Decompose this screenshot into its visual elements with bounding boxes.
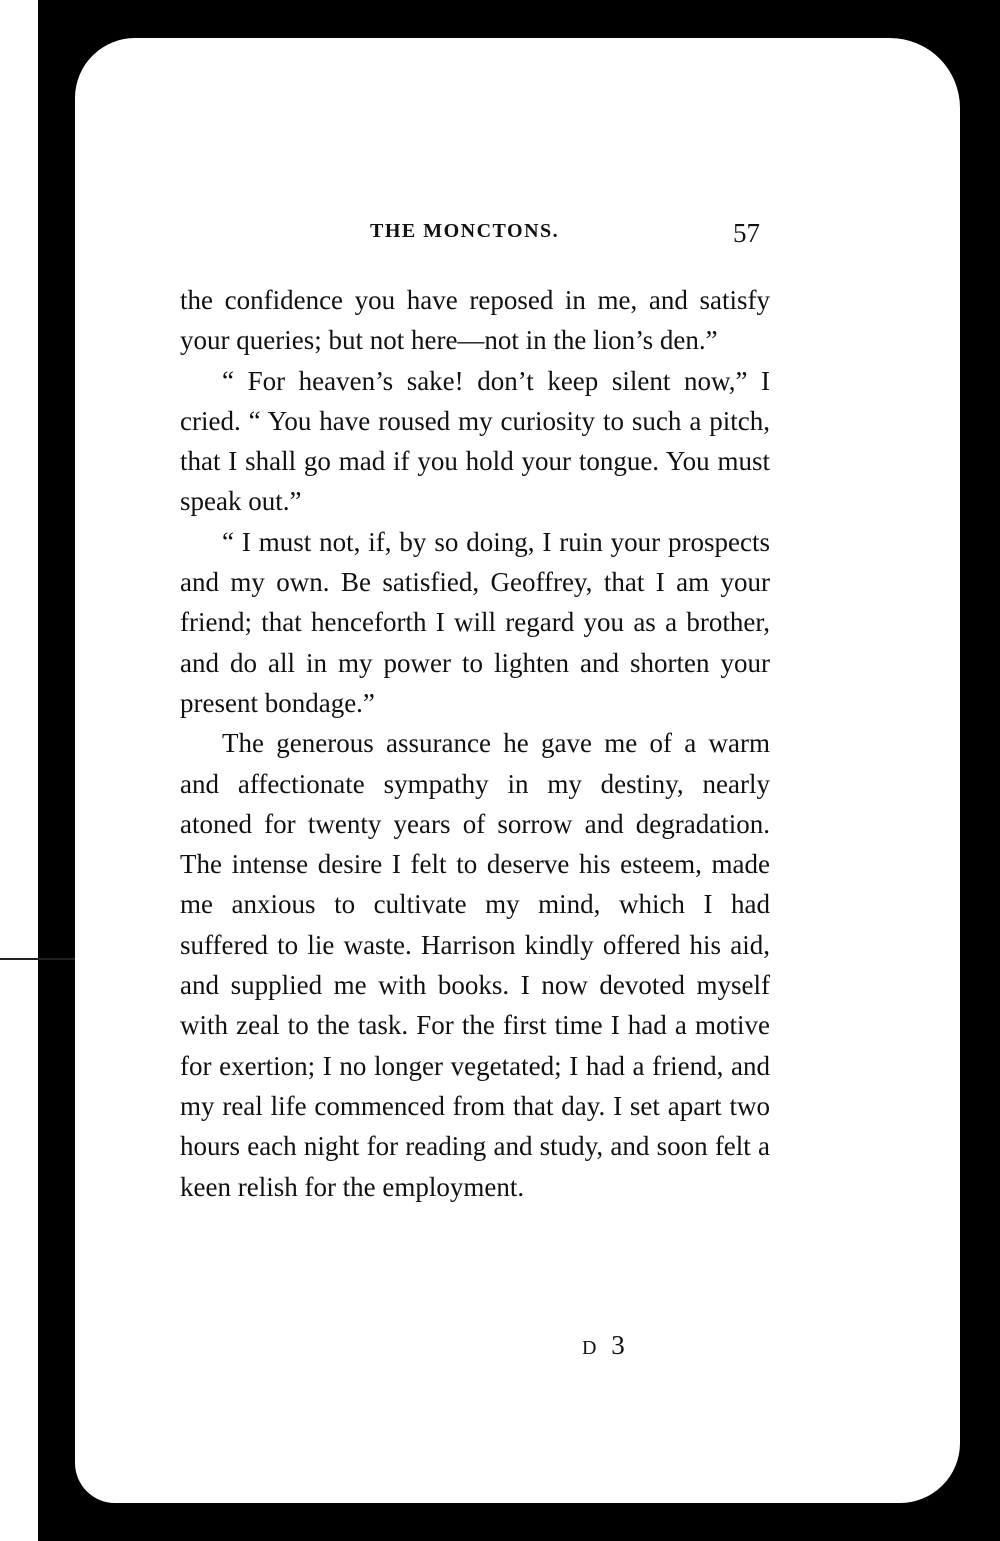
signature-number: 3 [611, 1330, 629, 1360]
running-title: THE MONCTONS. [370, 220, 560, 242]
paragraph: “ I must not, if, by so doing, I ruin your prospects and my own. Be satisfied, Geoffrey, that I am your friend; that henceforth I will regard you as a brother, and do all in my power to lighten and shorten your present bondage.” [180, 526, 770, 718]
signature-letter: D [582, 1337, 601, 1359]
signature-mark [582, 1330, 629, 1361]
page-number: 57 [733, 218, 760, 248]
paragraph: The generous assurance he gave me of a warm and affectionate sympathy in my destiny, nearly atoned for twenty years of sorrow and degradation. The intense desire I felt to deserve his esteem, made me anxious to cultivate my mind, which I had suffered to lie waste. Harrison kindly offered his aid, and supplied me with books. I now devoted myself with zeal to the task. For the first time I had a motive for exertion; I no longer vegetated; I had a friend, and my real life commenced from that day. I set apart two hours each night for reading and study, and soon felt a keen relish for the employment. [180, 728, 770, 1202]
body-text [180, 280, 770, 1207]
paragraph: the confidence you have reposed in me, and satisfy your queries; but not here—not in the lion’s den.” [180, 285, 770, 356]
left-page-edge [0, 0, 38, 1541]
binding-shadow [40, 30, 70, 1510]
paragraph: “ For heaven’s sake! don’t keep silent now,” I cried. “ You have roused my curiosity to such a pitch, that I shall go mad if you hold your tongue. You must speak out.” [180, 365, 770, 517]
